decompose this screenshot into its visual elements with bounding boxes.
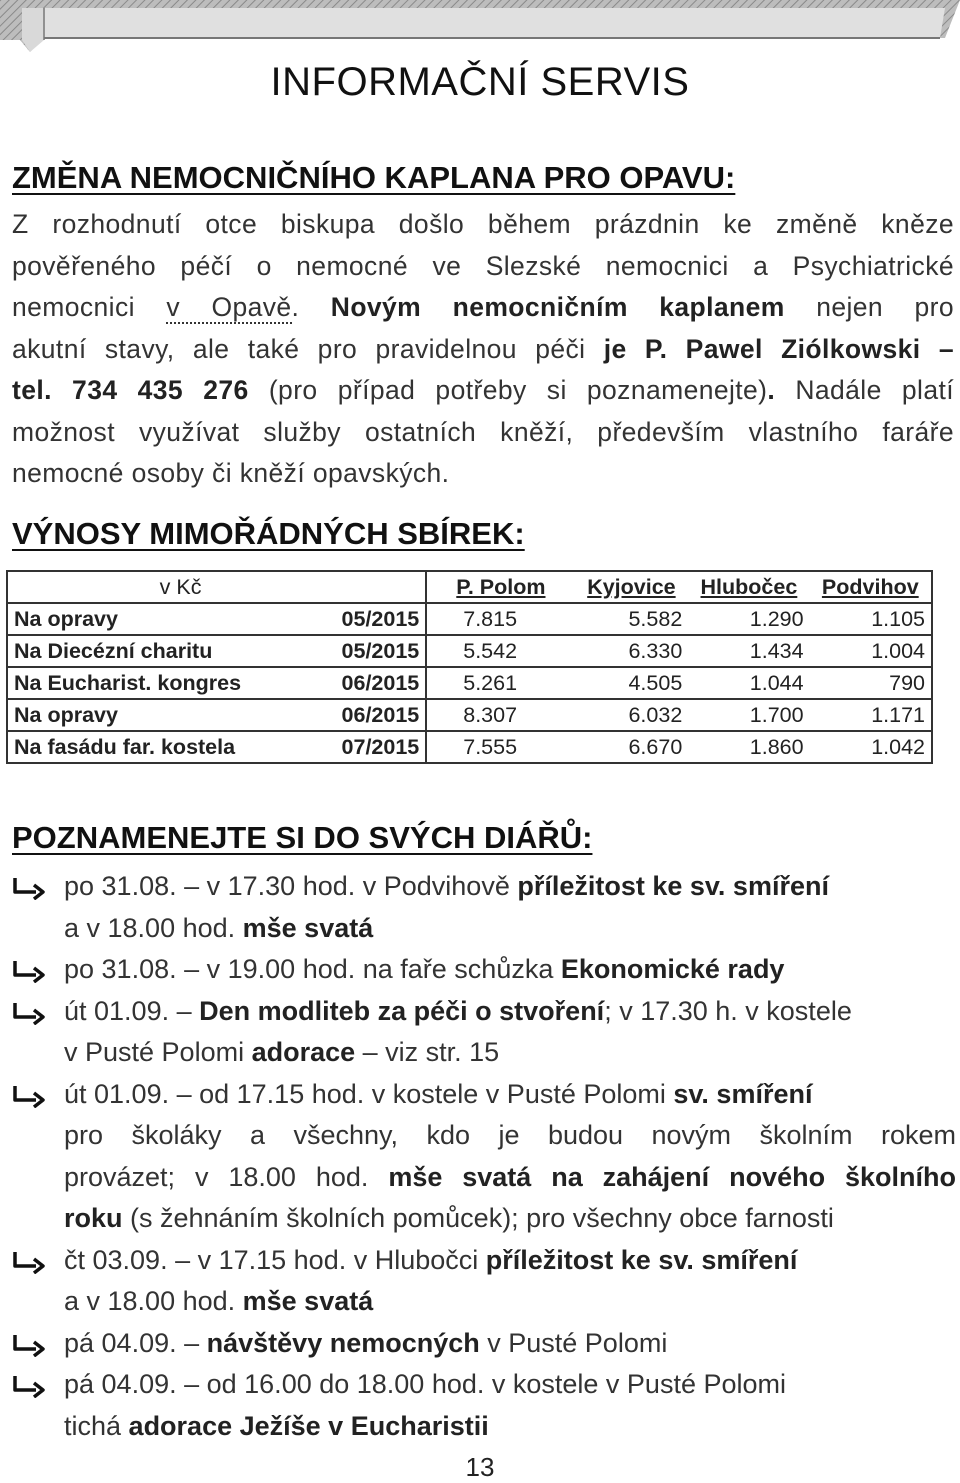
row-label: Na fasádu far. kostela: [7, 731, 289, 763]
kaplan-line-6: možnost využívat služby ostatních kněží, především vlastního faráře: [12, 416, 954, 447]
kaplan-text: .: [291, 292, 331, 322]
column-header: Hlubočec: [688, 571, 809, 603]
item-text: út 01.09. – od 17.15 hod. v kostele v Pusté Polomi: [64, 1078, 674, 1109]
item-bold: mše svatá: [242, 912, 374, 943]
list-item: [12, 991, 956, 1074]
item-line: pro školáky a všechny, kdo je budou novým školním rokem: [64, 1120, 956, 1150]
row-value: 1.700: [688, 699, 809, 731]
item-text: út 01.09. –: [64, 995, 200, 1026]
item-line: [64, 1032, 956, 1074]
page-title: INFORMAČNÍ SERVIS: [270, 60, 690, 104]
item-text: ; v 17.30 h. v kostele: [604, 995, 852, 1026]
column-header: P. Polom: [426, 571, 574, 603]
item-bold: sv. smíření: [673, 1078, 813, 1109]
item-text: (s žehnáním školních pomůcek); pro všechny obce farnosti: [122, 1203, 834, 1233]
item-line: [64, 1281, 956, 1323]
item-text: čt 03.09. – v 17.15 hod. v Hlubočci: [64, 1244, 486, 1275]
diary-list: [12, 866, 956, 1447]
item-line: [64, 1198, 956, 1240]
arrow-right-icon: [12, 874, 46, 900]
item-text: po 31.08. – v 17.30 hod. v Podvihově: [64, 871, 518, 901]
item-text: po 31.08. – v 19.00 hod. na faře schůzka: [64, 954, 561, 984]
table-row: [7, 667, 932, 699]
section-heading-vynosy: VÝNOSY MIMOŘÁDNÝCH SBÍREK:: [12, 516, 525, 551]
opava-link[interactable]: v Opavě: [166, 292, 292, 322]
item-text: pá 04.09. –: [64, 1327, 207, 1358]
item-line: [64, 1323, 956, 1365]
item-bold: Den modliteb za péči o stvoření: [199, 995, 605, 1026]
kaplan-text: akutní stavy, ale také pro pravidelnou péči: [12, 333, 604, 364]
row-period: 05/2015: [289, 635, 426, 667]
arrow-right-icon: [12, 1248, 46, 1274]
arrow-right-icon: [12, 957, 46, 983]
row-label: Na opravy: [7, 699, 289, 731]
kaplan-line-3: [12, 287, 954, 329]
row-value: 5.582: [575, 603, 689, 635]
kaplan-line-7: nemocné osoby či kněží opavských.: [12, 458, 450, 488]
item-bold: příležitost ke sv. smíření: [485, 1244, 798, 1275]
table-row: [7, 731, 932, 763]
row-value: 6.670: [575, 731, 689, 763]
row-value: 5.261: [426, 667, 574, 699]
row-label: Na opravy: [7, 603, 289, 635]
column-header: Kyjovice: [575, 571, 689, 603]
kaplan-text: nejen pro: [784, 292, 954, 322]
row-value: 1.004: [810, 635, 932, 667]
kaplan-phone: tel. 734 435 276: [12, 375, 249, 405]
item-line: [64, 866, 956, 908]
list-item: [12, 866, 956, 949]
item-text: – viz str. 15: [355, 1037, 500, 1067]
kaplan-text: (pro případ potřeby si poznamenejte): [248, 375, 768, 405]
row-value: 6.032: [575, 699, 689, 731]
table-row: [7, 635, 932, 667]
item-bold: příležitost ke sv. smíření: [517, 871, 829, 901]
row-label: Na Eucharist. kongres: [7, 667, 289, 699]
row-value: 790: [810, 667, 932, 699]
section-heading-diar: POZNAMENEJTE SI DO SVÝCH DIÁŘŮ:: [12, 820, 593, 855]
row-period: 06/2015: [289, 667, 426, 699]
item-line: [64, 1157, 956, 1199]
kaplan-line-5: [12, 370, 954, 412]
item-line: [64, 1240, 956, 1282]
unit-label: v Kč: [7, 571, 289, 603]
item-line: [64, 991, 956, 1033]
kaplan-text: nemocnici: [12, 292, 167, 322]
row-value: 1.042: [810, 731, 932, 763]
header-blank: [289, 571, 426, 603]
row-value: 1.434: [688, 635, 809, 667]
item-text: v Pusté Polomi: [479, 1327, 668, 1358]
kaplan-text: Nadále platí: [795, 375, 954, 405]
item-text: tichá: [64, 1410, 129, 1441]
row-value: 7.815: [426, 603, 574, 635]
page-number: 13: [465, 1452, 495, 1482]
row-label: Na Diecézní charitu: [7, 635, 289, 667]
row-period: 05/2015: [289, 603, 426, 635]
row-value: 1.044: [688, 667, 809, 699]
table-header-row: [7, 571, 932, 603]
header-band: [0, 0, 960, 62]
list-item: [12, 949, 956, 991]
item-text: a v 18.00 hod.: [64, 912, 243, 943]
item-text: a v 18.00 hod.: [64, 1286, 243, 1316]
item-line: [64, 1074, 956, 1116]
item-bold: mše svatá: [242, 1286, 374, 1316]
list-item: [12, 1074, 956, 1240]
row-value: 4.505: [575, 667, 689, 699]
row-value: 1.290: [688, 603, 809, 635]
item-bold: adorace Ježíše v Eucharistii: [128, 1410, 489, 1441]
row-period: 07/2015: [289, 731, 426, 763]
row-value: 7.555: [426, 731, 574, 763]
kaplan-line-1: Z rozhodnutí otce biskupa došlo během prázdnin ke změně kněze: [12, 209, 954, 239]
kaplan-bold: je P. Pawel Ziólkowski –: [603, 333, 954, 364]
row-value: 5.542: [426, 635, 574, 667]
table-row: [7, 603, 932, 635]
list-item: [12, 1364, 956, 1447]
item-text: v Pusté Polomi: [64, 1037, 252, 1067]
item-bold: Ekonomické rady: [560, 954, 785, 984]
row-period: 06/2015: [289, 699, 426, 731]
item-bold: roku: [64, 1203, 123, 1233]
item-line: [64, 949, 956, 991]
item-bold: mše svatá na zahájení nového školního: [388, 1161, 956, 1192]
collections-table-body: [7, 571, 932, 763]
item-bold: adorace: [251, 1037, 356, 1067]
item-text: provázet; v 18.00 hod.: [64, 1161, 389, 1192]
item-bold: návštěvy nemocných: [206, 1327, 480, 1358]
section-heading-kaplan: ZMĚNA NEMOCNIČNÍHO KAPLANA PRO OPAVU:: [12, 160, 736, 195]
list-item: [12, 1323, 956, 1365]
list-item: [12, 1240, 956, 1323]
kaplan-line-2: pověřeného péčí o nemocné ve Slezské nemocnici a Psychiatrické: [12, 250, 954, 281]
item-line: [64, 1406, 956, 1448]
kaplan-line-4: [12, 329, 954, 371]
item-line: [64, 908, 956, 950]
column-header: Podvihov: [810, 571, 932, 603]
row-value: 1.860: [688, 731, 809, 763]
kaplan-bold: Novým nemocničním kaplanem: [330, 292, 785, 322]
item-line: pá 04.09. – od 16.00 do 18.00 hod. v kostele v Pusté Polomi: [64, 1369, 786, 1399]
collections-table: [6, 570, 933, 764]
table-row: [7, 699, 932, 731]
arrow-right-icon: [12, 1372, 46, 1398]
arrow-right-icon: [12, 1082, 46, 1108]
row-value: 6.330: [575, 635, 689, 667]
arrow-right-icon: [12, 1331, 46, 1357]
row-value: 8.307: [426, 699, 574, 731]
kaplan-bold: .: [767, 375, 796, 405]
row-value: 1.171: [810, 699, 932, 731]
kaplan-paragraph: [12, 204, 954, 495]
arrow-right-icon: [12, 999, 46, 1025]
row-value: 1.105: [810, 603, 932, 635]
